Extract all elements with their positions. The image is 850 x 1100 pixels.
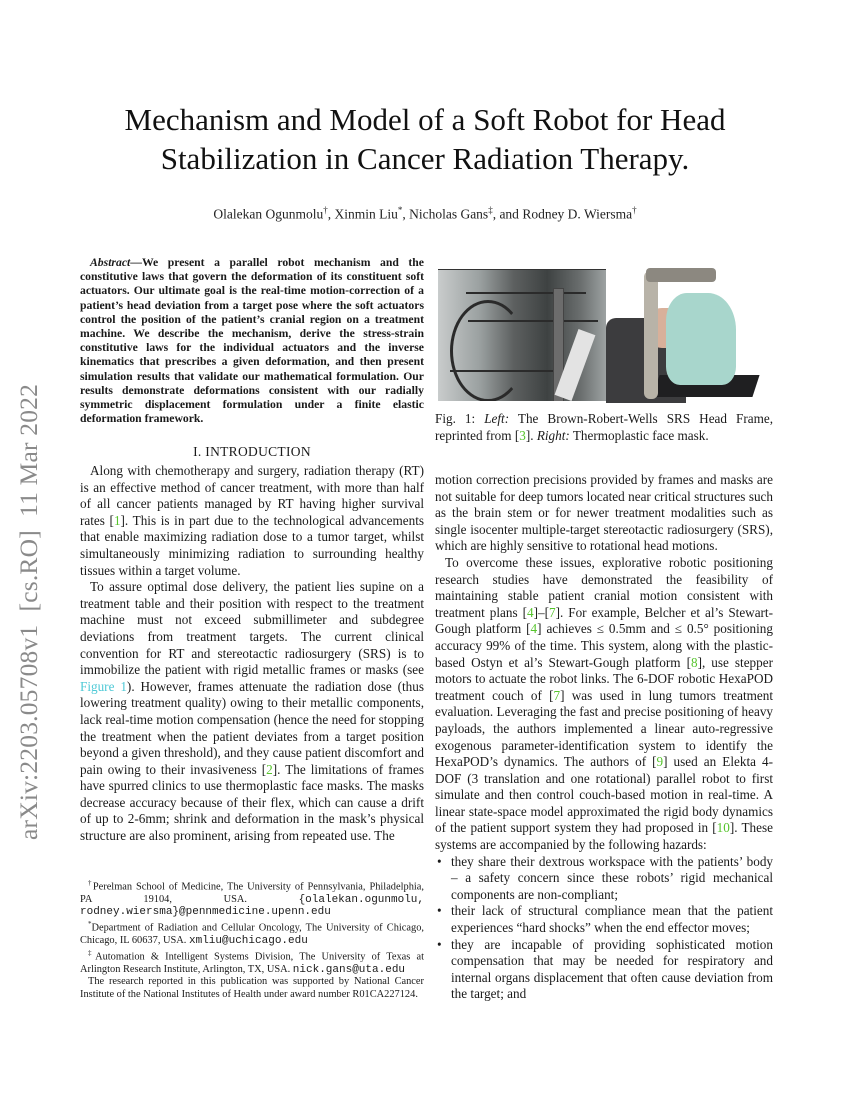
figure-link[interactable]: Figure 1 — [80, 678, 127, 694]
caption-right-tag: Right: — [536, 427, 570, 443]
text: ]. These systems are accompanied by the following hazards: — [435, 820, 773, 853]
email-address[interactable]: nick.gans@uta.edu — [292, 964, 406, 977]
section-title: INTRODUCTION — [205, 444, 311, 459]
abstract-label: Abstract — [90, 256, 131, 269]
right-column-body — [435, 472, 773, 1003]
list-item: • their lack of structural compliance mean that the patient experiences “hard shocks” when the end effector moves; — [435, 903, 773, 936]
text: ). However, frames attenuate the radiation dose (thus lowering treatment quality) owing to their metallic components, lack real-time motion compensation (hence the need for stopping the treatment when the patient deviates from a target position beyond a given threshold), and they cause patient discomfort and pain owing to their invasiveness [ — [80, 678, 424, 777]
head-frame-photo — [438, 269, 606, 401]
frame-rod — [450, 370, 570, 372]
hazard-list — [435, 854, 773, 1003]
text: Automation & Intelligent Systems Division, The University of Texas at Arlington Research Institute, Arlington, TX, USA. — [80, 951, 424, 976]
section-number: I. — [193, 444, 202, 459]
separator: , — [327, 206, 335, 222]
frame-ring-shape — [450, 300, 526, 401]
citation-link[interactable]: 1 — [113, 512, 121, 528]
citation-link[interactable]: 7 — [553, 687, 561, 703]
text: ]. This is in part due to the technological advancements that enable maximizing radiation dose to a tumor target, whilst simultaneously minimizing radiation to surrounding healthy tissues within a target volume. — [80, 512, 424, 578]
left-column-body — [80, 463, 424, 845]
abstract — [80, 256, 424, 426]
footnote-affiliation-penn — [80, 877, 424, 918]
paragraph — [80, 579, 424, 845]
arxiv-identifier-stamp: arXiv:2203.05708v1 [cs.RO] 11 Mar 2022 — [14, 383, 43, 840]
abstract-text: We present a parallel robot mechanism and the constitutive laws that govern the deformation of its constituent soft actuators. Our ultimate goal is the real-time motion-correction of a patient’s head deviation from a target pose where the soft actuators control the position of the patient’s cranial region on a treatment machine. We describe the mechanism, derive the stress-strain constitutive laws for the individual actuators and the inverse kinematics that prescribes a given deformation, and then present simulation results that validate our mathematical formulation. Our results demonstrate deformations consistent with our radially symmetric displacement formulation under a finite elastic deformation framework. — [80, 256, 424, 426]
citation-link[interactable]: 7 — [548, 604, 556, 620]
figure-label: Fig. 1: — [435, 411, 476, 426]
affiliation-mark: * — [397, 205, 403, 215]
footnote-affiliation-uchicago — [80, 918, 424, 947]
frame-rod — [468, 320, 598, 322]
text: ]. The limitations of frames have spurred clinics to use thermoplastic face masks. The masks decrease accuracy because of their flex, which can cause a drift of up to 2-6mm; shrink and deformation in the mask’s physical structure are also prominent, arising from repeated use. The — [80, 761, 425, 844]
frame-rod — [466, 292, 586, 294]
figure-caption — [435, 411, 773, 444]
face-mask-photo — [606, 263, 773, 403]
list-item: • they share their dextrous workspace with the patients’ body – a safety concern since these robots’ rigid mechanical components are non-compliant; — [435, 854, 773, 904]
text: ]. For example, Belcher et al’s Stewart-Gough platform [ — [435, 604, 773, 637]
footnote-mark: † — [88, 879, 93, 887]
text: The Brown-Robert-Wells SRS Head Frame, reprinted from [ — [435, 411, 773, 443]
footnotes — [80, 877, 424, 1001]
list-item: • they are incapable of providing sophisticated motion compensation that may be needed for respiratory and internal organs displacement that often cause deviation from the target; and — [435, 937, 773, 1003]
abstract-dash: — — [130, 256, 142, 269]
citation-link[interactable]: 4 — [530, 621, 538, 637]
email-address[interactable]: {olalekan.ogunmolu, rodney.wiersma}@pennmedicine.upenn.edu — [80, 893, 424, 919]
thermoplastic-mask — [666, 293, 736, 385]
citation-link[interactable]: 8 — [690, 654, 698, 670]
paper-title — [60, 100, 790, 178]
section-heading-introduction — [80, 444, 424, 460]
text: ] achieves ≤ 0.5mm and ≤ 0.5° positioning accuracy 99% of the time. This system, along with the plastic-based Ostyn et al’s Stewart-Gough platform [ — [435, 621, 773, 670]
paragraph — [80, 463, 424, 579]
text: To overcome these issues, explorative robotic positioning research studies have demonstrated the feasibility of maintaining stable patient cranial motion consistent with treatment plans [ — [435, 554, 773, 620]
citation-link[interactable]: 9 — [656, 754, 664, 770]
text: ] used an Elekta 4-DOF (3 translation and one rotational) parallel robot to first simulate and then control couch-based motion in real-time. A linear state-space model approximated the rigid body dynamics of the patient support system they had proposed in [ — [435, 754, 773, 836]
text: Perelman School of Medicine, The University of Pennsylvania, Philadelphia, PA 19104, USA. — [80, 881, 424, 905]
separator: , — [402, 206, 410, 222]
caption-left-tag: Left: — [484, 411, 510, 426]
text: Thermoplastic face mask. — [569, 427, 709, 443]
footnote-funding: The research reported in this publication was supported by National Cancer Institute of the National Institutes of Health under award number R01CA227124. — [80, 976, 424, 1000]
email-address[interactable]: xmliu@uchicago.edu — [189, 935, 308, 948]
text: To assure optimal dose delivery, the patient lies supine on a treatment table and their position with respect to the treatment machine must not exceed submillimeter and subdegree deviations from treatment targets. The current clinical convention for RT and stereotactic radiosurgery (SRS) is to immobilize the patient with rigid metallic frames or masks (see — [80, 579, 424, 678]
mask-top-bar — [646, 268, 716, 282]
paragraph: motion correction precisions provided by frames and masks are not suitable for deep tumors located near critical structures such as the brain stem or for newer treatment modalities such as single isocenter multiple-target stereotactic radiosurgery (SRS), which are highly sensitive to rotational head motions. — [435, 472, 773, 554]
text: Along with chemotherapy and surgery, radiation therapy (RT) is an effective method of cancer treatment, with more than half of all cancer patients managed by RT having higher survival rates [ — [80, 463, 424, 528]
citation-link[interactable]: 2 — [266, 761, 273, 777]
figure-1 — [435, 263, 773, 403]
footnote-mark: ‡ — [88, 949, 96, 958]
title-line-2: Stabilization in Cancer Radiation Therapy. — [160, 141, 690, 176]
author-name: Rodney D. Wiersma — [522, 206, 633, 222]
author-name: Xinmin Liu — [334, 206, 398, 222]
affiliation-mark: † — [632, 205, 637, 215]
citation-link[interactable]: 3 — [519, 427, 526, 443]
citation-link[interactable]: 4 — [527, 604, 534, 620]
author-name: Nicholas Gans — [409, 206, 489, 222]
author-name: Olalekan Ogunmolu — [213, 206, 324, 222]
affiliation-mark: † — [323, 205, 328, 215]
author-list — [60, 205, 790, 223]
title-line-1: Mechanism and Model of a Soft Robot for Head — [124, 102, 726, 137]
paragraph — [435, 555, 773, 854]
separator: , and — [492, 206, 523, 222]
text: ] was used in lung tumors treatment evaluation. Leveraging the fast and precise positioning of heavy payloads, the authors implemented a linear auto-regressive exogenous parameter-identification system to identify the HexaPOD’s dynamics. The authors of [ — [435, 687, 774, 770]
citation-link[interactable]: 10 — [716, 820, 730, 836]
text: Department of Radiation and Cellular Oncology, The University of Chicago, Chicago, IL 60637, USA. — [80, 922, 424, 947]
text: ]–[ — [533, 604, 549, 620]
affiliation-mark: ‡ — [488, 205, 493, 215]
footnote-mark: * — [88, 920, 92, 929]
mask-bracket — [644, 271, 658, 399]
text: ], use stepper motors to actuate the robot links. The 6-DOF robotic HexaPOD treatment couch of [ — [435, 654, 773, 703]
text: ]. — [525, 427, 537, 443]
footnote-affiliation-uta — [80, 947, 424, 976]
